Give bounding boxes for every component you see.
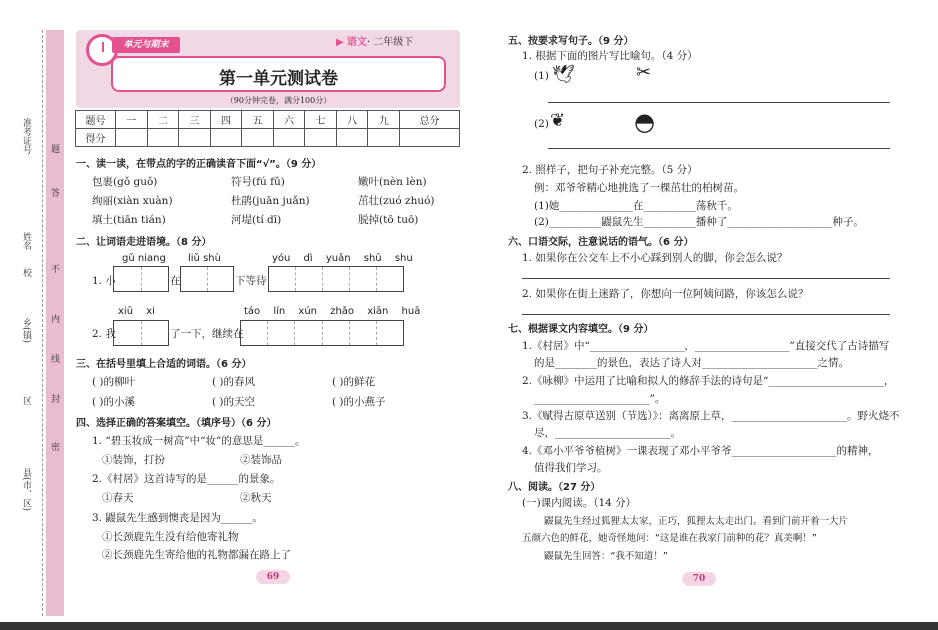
fill-blank-item[interactable]: 1.《村居》中“__________________，__________________”直接交代了古诗描写: [522, 340, 890, 352]
answer-line[interactable]: [522, 278, 890, 279]
pinyin-choice[interactable]: 河堤(tí dī): [231, 214, 282, 226]
table-cell: 六: [273, 111, 305, 129]
gutter-label-name: 姓名: [21, 232, 31, 250]
sentence-text: 2. 我: [92, 328, 116, 340]
score-input-cell[interactable]: [400, 129, 460, 147]
gutter-mark: 不: [51, 265, 61, 275]
table-cell: 题号: [76, 111, 116, 129]
fill-blank-item[interactable]: ( )的天空: [212, 396, 256, 408]
answer-option[interactable]: ①春天: [102, 492, 134, 504]
pinyin-choice[interactable]: 嫩叶(nèn lèn): [358, 176, 427, 188]
gutter-mark: 封: [51, 395, 61, 405]
table-cell: 四: [210, 111, 242, 129]
score-input-cell[interactable]: [147, 129, 179, 147]
section-1-heading: 一、读一读，在带点的字的正确读音下面“√”。（9 分）: [76, 159, 322, 170]
pinyin-choice[interactable]: 绚丽(xiàn xuàn): [92, 195, 173, 207]
fill-blank-item[interactable]: 的是________的景色，表达了诗人对______________________之情。: [534, 357, 849, 369]
gutter-label-district: 区: [21, 396, 31, 405]
reading-paragraph: 鼹鼠先生经过狐狸太太家，正巧，狐狸太太走出门。看到门前开着一大片: [544, 516, 849, 527]
gutter-mark: 密: [51, 443, 61, 453]
gutter-label-exam-id: 准考证号: [21, 118, 31, 154]
pinyin-prompt: yóu dì yuǎn shū shu: [272, 253, 413, 264]
section-4-heading: 四、选择正确的答案填空。（填序号）（6 分）: [76, 418, 277, 429]
section-3-heading: 三、在括号里填上合适的词语。（6 分）: [76, 359, 252, 370]
reading-paragraph: 五颜六色的鲜花，她奇怪地问：“这是谁在我家门前种的花？真美啊！”: [522, 533, 817, 544]
section-5-heading: 五、按要求写句子。（9 分）: [508, 36, 634, 47]
subject-label: ▶ 语文· 二年级下: [336, 37, 414, 48]
fill-blank-item[interactable]: 4.《邓小平爷爷植树》一课表现了邓小平爷爷____________________的精神，: [522, 445, 879, 457]
score-input-cell[interactable]: [273, 129, 305, 147]
pinyin-choice[interactable]: 茁壮(zuó zhuó): [358, 195, 435, 207]
section-8-heading: 八、阅读。（27 分）: [508, 482, 601, 493]
pinyin-prompt: gǔ niang: [122, 253, 166, 264]
table-cell: 五: [242, 111, 274, 129]
score-header-row: [76, 111, 460, 129]
question-text: 1. “碧玉妆成一树高”中“妆”的意思是______。: [92, 435, 306, 447]
pinyin-prompt: xiū xi: [118, 306, 155, 317]
score-input-cell[interactable]: [179, 129, 211, 147]
question-text: 1. 如果你在公交车上不小心踩到别人的脚，你会怎么说？: [522, 252, 788, 264]
answer-option[interactable]: ①装饰，打扮: [102, 454, 165, 466]
score-input-cell[interactable]: [336, 129, 368, 147]
section-2-heading: 二、让词语走进语境。（8 分）: [76, 237, 212, 248]
gutter-label-town: 乡(镇): [21, 318, 31, 344]
pinyin-prompt: liǔ shù: [188, 253, 221, 264]
score-input-cell[interactable]: [210, 129, 242, 147]
sub-question-label: (2): [534, 118, 549, 130]
pinyin-choice[interactable]: 脱掉(tō tuō): [358, 214, 419, 226]
table-cell: 七: [305, 111, 337, 129]
sentence-text: 下等待: [235, 275, 267, 287]
page-number: 69: [256, 570, 290, 584]
fill-blank-item[interactable]: ( )的小燕子: [332, 396, 386, 408]
table-cell: 得分: [76, 129, 116, 147]
table-cell: 三: [179, 111, 211, 129]
writing-grid[interactable]: [113, 320, 169, 346]
question-text: 2. 照样子，把句子补充完整。（5 分）: [522, 164, 698, 176]
section-6-heading: 六、口语交际，注意说话的语气。（6 分）: [508, 237, 694, 248]
fill-blank-item[interactable]: (1)她______________在__________荡秋千。: [534, 200, 738, 212]
sub-question-label: (1): [534, 70, 549, 82]
table-cell: 九: [368, 111, 400, 129]
writing-grid[interactable]: [240, 320, 404, 346]
scissors-icon: ✂: [636, 62, 652, 83]
pinyin-prompt: táo lín xún zhǎo xiān huā: [244, 306, 421, 317]
writing-grid[interactable]: [113, 266, 169, 292]
table-cell: 一: [116, 111, 148, 129]
fill-blank-item[interactable]: ( )的小溪: [92, 396, 136, 408]
gutter-label-county: 县(市、区): [21, 468, 31, 512]
viewer-bottom-bar: [0, 622, 938, 630]
score-value-row: [76, 129, 460, 147]
question-text: 2.《村居》这首诗写的是______的景象。: [92, 473, 281, 485]
pinyin-choice[interactable]: 填土(tiān tián): [92, 214, 166, 226]
answer-option[interactable]: ①长颈鹿先生没有给他寄礼物: [102, 531, 239, 543]
answer-option[interactable]: ②秋天: [240, 492, 272, 504]
gutter-mark: 线: [51, 355, 61, 365]
section-7-heading: 七、根据课文内容填空。（9 分）: [508, 324, 654, 335]
answer-option[interactable]: ②长颈鹿先生寄给他的礼物都漏在路上了: [102, 549, 291, 561]
sentence-text: 1. 小: [92, 275, 116, 287]
fill-blank-item[interactable]: ______________________”。: [534, 393, 666, 405]
answer-option[interactable]: ②装饰品: [240, 454, 282, 466]
sentence-text: 了一下，继续在: [170, 328, 244, 340]
table-cell: 总分: [400, 111, 460, 129]
sub-section-heading: (一)课内阅读。（14 分）: [522, 497, 637, 509]
reading-paragraph: 鼹鼠先生回答：“我不知道！”: [544, 551, 668, 562]
pinyin-choice[interactable]: 杜鹃(juān juǎn): [231, 195, 310, 207]
gutter-mark: 答: [51, 189, 61, 199]
fill-blank-item[interactable]: ( )的春风: [212, 376, 256, 388]
table-cell: 二: [147, 111, 179, 129]
fill-blank-item[interactable]: 尽，______________________。: [534, 427, 681, 439]
page-title: 第一单元测试卷: [219, 69, 338, 89]
score-table: [75, 110, 460, 147]
question-text: 3. 鼹鼠先生感到懊丧是因为______。: [92, 512, 263, 524]
score-input-cell[interactable]: [305, 129, 337, 147]
table-cell: 八: [336, 111, 368, 129]
fill-blank-item[interactable]: 2.《咏柳》中运用了比喻和拟人的修辞手法的诗句是“______________________，: [522, 375, 895, 387]
example-sentence: 例：邓爷爷精心地挑选了一棵茁壮的柏树苗。: [534, 182, 744, 194]
answer-line[interactable]: [548, 148, 890, 149]
pinyin-choice[interactable]: 符号(fú fǔ): [231, 176, 285, 188]
answer-line[interactable]: [548, 102, 890, 103]
answer-line[interactable]: [522, 314, 890, 315]
score-input-cell[interactable]: [368, 129, 400, 147]
series-tag: 单元与期末: [112, 37, 180, 53]
question-text: 值得我们学习。: [534, 462, 608, 474]
pinyin-choice[interactable]: 包裹(gǒ guǒ): [92, 176, 158, 188]
gutter-mark: 题: [51, 145, 61, 155]
score-input-cell[interactable]: [116, 129, 148, 147]
fill-blank-item[interactable]: ( )的柳叶: [92, 376, 136, 388]
score-input-cell[interactable]: [242, 129, 274, 147]
play-arrow-icon: ▶: [336, 37, 347, 48]
question-text: 2. 如果你在街上迷路了，你想向一位阿姨问路，你该怎么说？: [522, 288, 809, 300]
question-text: 1. 根据下面的图片写比喻句。（4 分）: [522, 50, 698, 62]
fan-icon: ◓: [634, 108, 655, 136]
binding-dashed-line: [42, 30, 43, 616]
swallow-icon: 🕊: [552, 64, 575, 85]
writing-grid[interactable]: [268, 266, 404, 292]
writing-grid[interactable]: [180, 266, 234, 292]
gutter-mark: 内: [51, 315, 61, 325]
fill-blank-item[interactable]: 3.《赋得古原草送别（节选）》：离离原上草，______________________。野火烧不: [522, 410, 900, 422]
fill-blank-item[interactable]: ( )的鲜花: [332, 376, 376, 388]
gutter-label-school: 校: [21, 268, 31, 277]
ginkgo-leaf-icon: ❦: [550, 110, 566, 131]
page-number: 70: [682, 572, 716, 586]
fill-blank-item[interactable]: (2)__________鼹鼠先生__________播种了____________________种子。: [534, 216, 864, 228]
sentence-text: 在: [170, 275, 181, 287]
page-subtitle: （90分钟完卷，满分100分）: [225, 96, 332, 105]
